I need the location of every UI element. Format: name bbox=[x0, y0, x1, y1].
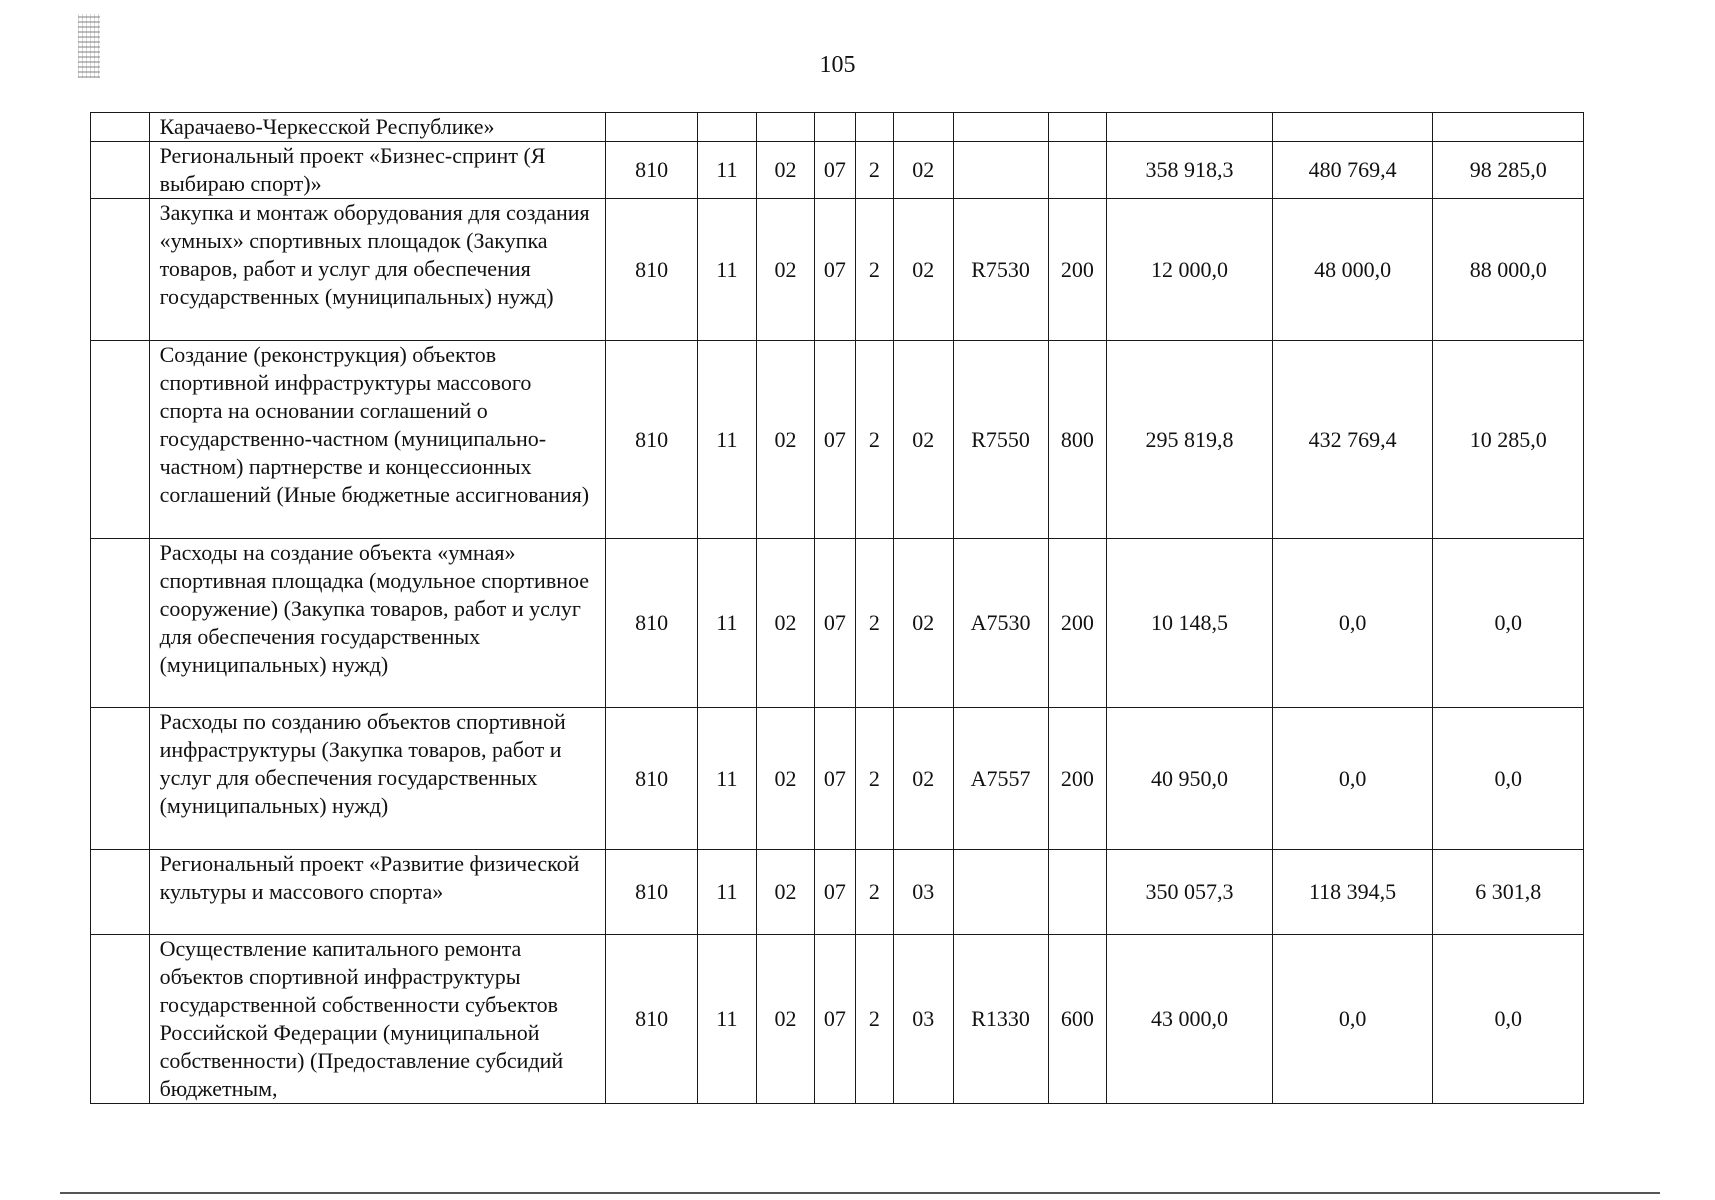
code-ministry: 810 bbox=[606, 935, 698, 1104]
code-subsection: 02 bbox=[756, 142, 815, 199]
amount-1: 295 819,8 bbox=[1107, 341, 1273, 539]
code-subprogram: 2 bbox=[855, 708, 893, 850]
code-subsection: 02 bbox=[756, 850, 815, 935]
code-expense-type bbox=[1048, 142, 1107, 199]
table-row bbox=[91, 708, 1584, 850]
amount-1: 43 000,0 bbox=[1107, 935, 1273, 1104]
code-project: 02 bbox=[894, 142, 954, 199]
code-program: 07 bbox=[815, 708, 855, 850]
row-description: Закупка и монтаж оборудования для создания «умных» спортивных площадок (Закупка товаров, работ и услуг для обеспечения государственных (муниципальных) нужд) bbox=[149, 199, 606, 341]
code-project: 03 bbox=[894, 935, 954, 1104]
code-ministry: 810 bbox=[606, 708, 698, 850]
amount-2: 48 000,0 bbox=[1272, 199, 1433, 341]
amount-2: 432 769,4 bbox=[1272, 341, 1433, 539]
code-program: 07 bbox=[815, 850, 855, 935]
amount-2: 0,0 bbox=[1272, 539, 1433, 708]
amount-3: 0,0 bbox=[1433, 708, 1584, 850]
row-blank-cell bbox=[91, 850, 150, 935]
code-expense-type: 200 bbox=[1048, 539, 1107, 708]
code-subsection: 02 bbox=[756, 708, 815, 850]
table-row bbox=[91, 850, 1584, 935]
amount-1 bbox=[1107, 113, 1273, 142]
code-section: 11 bbox=[698, 539, 757, 708]
code-section: 11 bbox=[698, 708, 757, 850]
code-ministry: 810 bbox=[606, 199, 698, 341]
code-project: 02 bbox=[894, 199, 954, 341]
code-section: 11 bbox=[698, 935, 757, 1104]
row-description: Карачаево-Черкесской Республике» bbox=[149, 113, 606, 142]
row-blank-cell bbox=[91, 199, 150, 341]
code-section: 11 bbox=[698, 341, 757, 539]
code-program bbox=[815, 113, 855, 142]
code-subsection: 02 bbox=[756, 341, 815, 539]
code-expense-type bbox=[1048, 113, 1107, 142]
code-expense-type bbox=[1048, 850, 1107, 935]
amount-1: 12 000,0 bbox=[1107, 199, 1273, 341]
row-blank-cell bbox=[91, 539, 150, 708]
code-direction: A7530 bbox=[953, 539, 1048, 708]
code-expense-type: 600 bbox=[1048, 935, 1107, 1104]
table-row bbox=[91, 199, 1584, 341]
code-subprogram: 2 bbox=[855, 199, 893, 341]
code-ministry: 810 bbox=[606, 539, 698, 708]
code-program: 07 bbox=[815, 935, 855, 1104]
code-direction: R7530 bbox=[953, 199, 1048, 341]
code-direction: R7550 bbox=[953, 341, 1048, 539]
code-program: 07 bbox=[815, 199, 855, 341]
code-subsection: 02 bbox=[756, 199, 815, 341]
row-blank-cell bbox=[91, 935, 150, 1104]
amount-1: 40 950,0 bbox=[1107, 708, 1273, 850]
table-row bbox=[91, 341, 1584, 539]
code-subprogram: 2 bbox=[855, 935, 893, 1104]
code-subprogram: 2 bbox=[855, 850, 893, 935]
code-section: 11 bbox=[698, 850, 757, 935]
code-direction bbox=[953, 850, 1048, 935]
code-project: 02 bbox=[894, 341, 954, 539]
page-number: 105 bbox=[819, 52, 856, 78]
amount-1: 350 057,3 bbox=[1107, 850, 1273, 935]
amount-2: 0,0 bbox=[1272, 708, 1433, 850]
row-blank-cell bbox=[91, 142, 150, 199]
code-ministry bbox=[606, 113, 698, 142]
code-expense-type: 200 bbox=[1048, 708, 1107, 850]
code-project: 03 bbox=[894, 850, 954, 935]
amount-2: 0,0 bbox=[1272, 935, 1433, 1104]
table-row bbox=[91, 539, 1584, 708]
code-direction bbox=[953, 142, 1048, 199]
table-row bbox=[91, 935, 1584, 1104]
code-section: 11 bbox=[698, 142, 757, 199]
row-description: Создание (реконструкция) объектов спортивной инфраструктуры массового спорта на основании соглашений о государственно-частном (муниципально-частном) партнерстве и концессионных соглашений (Иные бюджетные ассигнования) bbox=[149, 341, 606, 539]
code-direction: A7557 bbox=[953, 708, 1048, 850]
row-blank-cell bbox=[91, 341, 150, 539]
amount-3: 98 285,0 bbox=[1433, 142, 1584, 199]
amount-3: 88 000,0 bbox=[1433, 199, 1584, 341]
code-project: 02 bbox=[894, 539, 954, 708]
amount-1: 10 148,5 bbox=[1107, 539, 1273, 708]
code-subprogram bbox=[855, 113, 893, 142]
amount-2 bbox=[1272, 113, 1433, 142]
code-section bbox=[698, 113, 757, 142]
code-direction: R1330 bbox=[953, 935, 1048, 1104]
amount-2: 118 394,5 bbox=[1272, 850, 1433, 935]
amount-1: 358 918,3 bbox=[1107, 142, 1273, 199]
amount-3: 0,0 bbox=[1433, 935, 1584, 1104]
amount-3: 0,0 bbox=[1433, 539, 1584, 708]
code-subprogram: 2 bbox=[855, 539, 893, 708]
amount-3: 6 301,8 bbox=[1433, 850, 1584, 935]
code-section: 11 bbox=[698, 199, 757, 341]
row-description: Осуществление капитального ремонта объектов спортивной инфраструктуры государственной собственности субъектов Российской Федерации (муниципальной собственности) (Предоставление субсидий бюджетным, bbox=[149, 935, 606, 1104]
code-subsection bbox=[756, 113, 815, 142]
code-subsection: 02 bbox=[756, 539, 815, 708]
table-row bbox=[91, 113, 1584, 142]
code-direction bbox=[953, 113, 1048, 142]
row-description: Расходы на создание объекта «умная» спортивная площадка (модульное спортивное сооружение) (Закупка товаров, работ и услуг для обеспечения государственных (муниципальных) нужд) bbox=[149, 539, 606, 708]
code-project: 02 bbox=[894, 708, 954, 850]
code-subsection: 02 bbox=[756, 935, 815, 1104]
code-ministry: 810 bbox=[606, 142, 698, 199]
code-subprogram: 2 bbox=[855, 341, 893, 539]
code-project bbox=[894, 113, 954, 142]
budget-table bbox=[90, 112, 1584, 1104]
code-ministry: 810 bbox=[606, 341, 698, 539]
table-row bbox=[91, 142, 1584, 199]
row-blank-cell bbox=[91, 708, 150, 850]
code-program: 07 bbox=[815, 341, 855, 539]
bottom-rule bbox=[60, 1192, 1660, 1194]
code-expense-type: 200 bbox=[1048, 199, 1107, 341]
code-subprogram: 2 bbox=[855, 142, 893, 199]
code-program: 07 bbox=[815, 539, 855, 708]
row-blank-cell bbox=[91, 113, 150, 142]
code-expense-type: 800 bbox=[1048, 341, 1107, 539]
row-description: Региональный проект «Бизнес-спринт (Я выбираю спорт)» bbox=[149, 142, 606, 199]
code-ministry: 810 bbox=[606, 850, 698, 935]
row-description: Расходы по созданию объектов спортивной инфраструктуры (Закупка товаров, работ и услуг для обеспечения государственных (муниципальных) нужд) bbox=[149, 708, 606, 850]
amount-2: 480 769,4 bbox=[1272, 142, 1433, 199]
row-description: Региональный проект «Развитие физической культуры и массового спорта» bbox=[149, 850, 606, 935]
amount-3 bbox=[1433, 113, 1584, 142]
code-program: 07 bbox=[815, 142, 855, 199]
amount-3: 10 285,0 bbox=[1433, 341, 1584, 539]
